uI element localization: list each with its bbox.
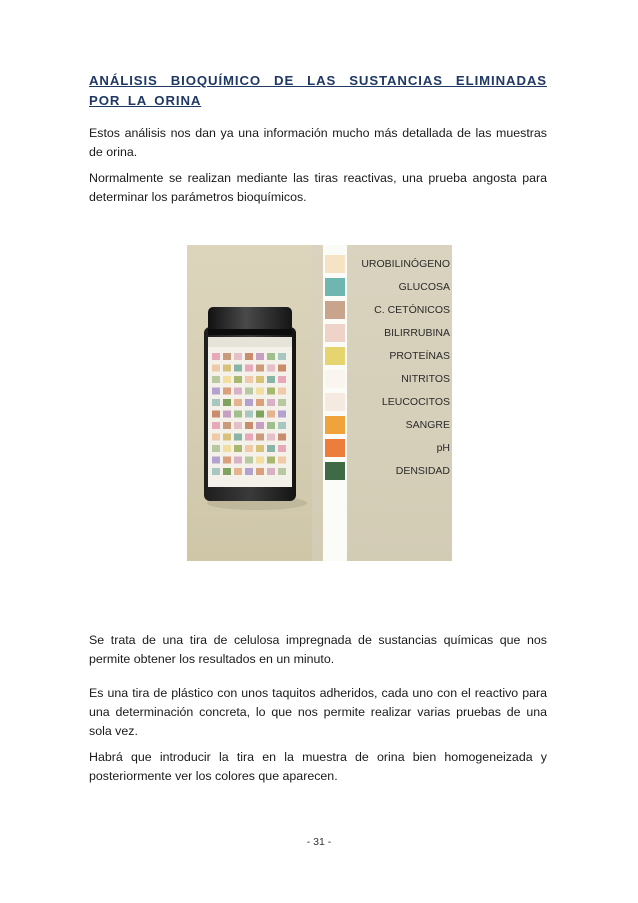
page-number: - 31 - — [306, 836, 332, 848]
reagent-pad — [325, 370, 345, 388]
reagent-pad-label: PROTEÍNAS — [389, 350, 450, 362]
bottle-color-swatch — [223, 353, 231, 360]
reagent-pad-label: C. CETÓNICOS — [374, 304, 450, 316]
reagent-pad — [325, 347, 345, 365]
bottle-color-swatch — [234, 399, 242, 406]
reagent-pad-label: pH — [436, 442, 450, 454]
bottle-color-swatch — [223, 457, 231, 464]
bottle-color-swatch — [267, 457, 275, 464]
reagent-bottle-photo — [187, 245, 312, 561]
bottle-color-swatch — [223, 445, 231, 452]
bottle-color-swatch — [256, 376, 264, 383]
bottle-color-swatch — [234, 434, 242, 441]
bottle-color-swatch — [267, 365, 275, 372]
bottle-color-swatch — [223, 468, 231, 475]
bottle-color-swatch — [267, 388, 275, 395]
bottle-color-swatch — [278, 353, 286, 360]
bottle-color-swatch — [212, 376, 220, 383]
bottle-color-swatch — [245, 365, 253, 372]
bottle-color-swatch — [278, 422, 286, 429]
bottle-color-swatch — [278, 376, 286, 383]
bottle-color-swatch — [212, 434, 220, 441]
section-heading: ANÁLISIS BIOQUÍMICO DE LAS SUSTANCIAS ELIMINADAS POR LA ORINA — [89, 73, 547, 108]
reagent-pad — [325, 255, 345, 273]
reagent-pad — [325, 416, 345, 434]
bottle-color-swatch — [245, 353, 253, 360]
bottle-color-swatch — [212, 468, 220, 475]
bottle-color-swatch — [223, 399, 231, 406]
bottle-color-swatch — [278, 411, 286, 418]
reagent-pad — [325, 278, 345, 296]
bottle-color-swatch — [267, 353, 275, 360]
bottle-color-swatch — [267, 434, 275, 441]
bottle-color-swatch — [278, 445, 286, 452]
bottle-color-swatch — [256, 353, 264, 360]
bottle-color-swatch — [212, 388, 220, 395]
bottle-color-swatch — [245, 468, 253, 475]
bottle-color-swatch — [223, 376, 231, 383]
bottle-color-swatch — [223, 365, 231, 372]
reagent-pad — [325, 393, 345, 411]
bottle-color-swatch — [267, 468, 275, 475]
bottle-color-swatch — [256, 411, 264, 418]
reagent-pad-label: DENSIDAD — [395, 465, 450, 477]
bottle-color-swatch — [234, 422, 242, 429]
bottle-color-swatch — [256, 434, 264, 441]
bottle-color-swatch — [234, 388, 242, 395]
reagent-pad — [325, 324, 345, 342]
bottle-color-swatch — [278, 399, 286, 406]
bottle-color-swatch — [234, 411, 242, 418]
paragraph-2: Normalmente se realizan mediante las tiras reactivas, una prueba angosta para determinar los parámetros bioquímicos. — [89, 171, 547, 204]
reagent-pad — [325, 301, 345, 319]
bottle-color-swatch — [223, 422, 231, 429]
bottle-color-swatch — [212, 457, 220, 464]
bottle-color-swatch — [256, 457, 264, 464]
bottle-color-swatch — [245, 388, 253, 395]
bottle-color-swatch — [234, 376, 242, 383]
bottle-color-swatch — [245, 445, 253, 452]
paragraph-3: Se trata de una tira de celulosa impregnada de sustancias químicas que nos permite obtener los resultados en un minuto. — [89, 633, 547, 666]
bottle-color-swatch — [245, 411, 253, 418]
bottle-color-swatch — [212, 365, 220, 372]
reagent-pad-label: LEUCOCITOS — [381, 396, 450, 408]
bottle-color-swatch — [245, 422, 253, 429]
reagent-pad-label: GLUCOSA — [398, 281, 450, 293]
reagent-pad — [325, 462, 345, 480]
bottle-color-swatch — [212, 353, 220, 360]
bottle-color-swatch — [223, 388, 231, 395]
bottle-color-swatch — [256, 422, 264, 429]
bottle-color-swatch — [256, 468, 264, 475]
bottle-color-swatch — [234, 365, 242, 372]
urine-test-strip-figure — [187, 245, 452, 561]
paragraph-5: Habrá que introducir la tira en la muestra de orina bien homogeneizada y posteriormente ver los colores que aparecen. — [89, 750, 547, 783]
bottle-color-swatch — [267, 422, 275, 429]
reagent-pad-label: BILIRRUBINA — [384, 327, 450, 339]
bottle-color-swatch — [267, 445, 275, 452]
bottle-color-swatch — [245, 457, 253, 464]
paragraph-1: Estos análisis nos dan ya una información mucho más detallada de las muestras de orina. — [89, 126, 547, 159]
bottle-color-swatch — [256, 399, 264, 406]
bottle-color-swatch — [267, 399, 275, 406]
bottle-color-swatch — [234, 457, 242, 464]
bottle-color-swatch — [267, 411, 275, 418]
bottle-color-swatch — [278, 434, 286, 441]
bottle-color-swatch — [256, 388, 264, 395]
bottle-color-swatch — [256, 445, 264, 452]
bottle-color-swatch — [234, 353, 242, 360]
bottle-color-swatch — [278, 468, 286, 475]
reagent-pad — [325, 439, 345, 457]
bottle-color-swatch — [245, 399, 253, 406]
bottle-color-swatch — [212, 445, 220, 452]
bottle-color-swatch — [234, 445, 242, 452]
bottle-color-swatch — [245, 434, 253, 441]
reagent-bottle-illustration — [187, 245, 312, 561]
bottle-color-swatch — [267, 376, 275, 383]
reagent-pad-label: UROBILINÓGENO — [361, 258, 450, 270]
reagent-pad-label: NITRITOS — [401, 373, 450, 385]
bottle-color-swatch — [223, 434, 231, 441]
reagent-pad-label: SANGRE — [405, 419, 450, 431]
bottle-color-swatch — [212, 399, 220, 406]
bottle-color-swatch — [245, 376, 253, 383]
bottle-color-swatch — [223, 411, 231, 418]
bottle-color-swatch — [278, 388, 286, 395]
bottle-color-swatch — [212, 422, 220, 429]
bottle-color-swatch — [212, 411, 220, 418]
bottle-color-swatch — [278, 457, 286, 464]
bottle-color-swatch — [256, 365, 264, 372]
bottle-color-swatch — [234, 468, 242, 475]
paragraph-4: Es una tira de plástico con unos taquitos adheridos, cada uno con el reactivo para una determinación concreta, lo que nos permite realizar varias pruebas de una sola vez. — [89, 686, 547, 738]
bottle-color-swatch — [278, 365, 286, 372]
